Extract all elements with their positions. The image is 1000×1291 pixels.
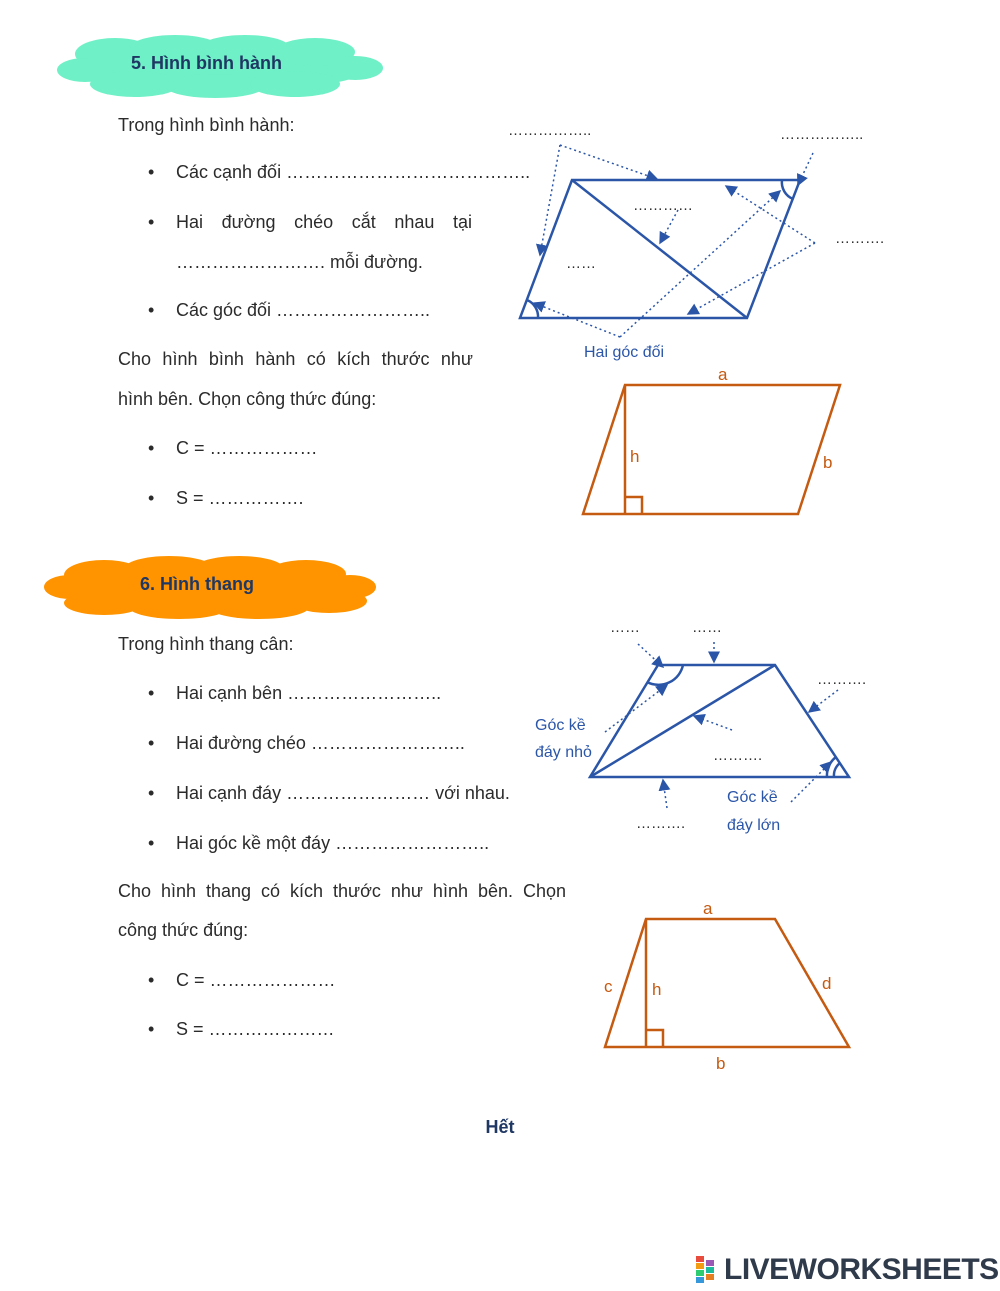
trapezoid-dim-shape bbox=[605, 919, 849, 1047]
section6-bullet-bases bbox=[148, 783, 510, 804]
bullet-dot: • bbox=[148, 733, 155, 753]
bullet-dot: • bbox=[148, 488, 155, 508]
parallelogram-dimensions-diagram bbox=[575, 360, 855, 525]
bullet-dot: • bbox=[148, 300, 155, 320]
small-angle-label-line1: Góc kề bbox=[535, 717, 586, 734]
trapezoid-right-angle-mark bbox=[646, 1030, 663, 1047]
bullet-text: Hai góc kề một đáy …………………….. bbox=[176, 833, 490, 853]
angle-arc-right bbox=[782, 180, 793, 199]
diagram1-top-left-blank: …………….. bbox=[508, 122, 592, 139]
bullet-dot: • bbox=[148, 783, 155, 803]
bullet-dot: • bbox=[148, 970, 155, 990]
liveworksheets-logo[interactable] bbox=[696, 1253, 999, 1286]
section5-bullet-diagonals bbox=[148, 212, 472, 233]
parallelogram-properties-diagram bbox=[500, 115, 910, 370]
trap-label-d: d bbox=[822, 974, 832, 993]
diagram3-bottom-blank: ………. bbox=[636, 815, 686, 832]
section5-question-line1: Cho hình bình hành có kích thước như bbox=[118, 349, 473, 369]
liveworksheets-logo-icon bbox=[696, 1256, 722, 1284]
liveworksheets-logo-text: LIVEWORKSHEETS bbox=[724, 1253, 999, 1286]
section5-title: 5. Hình bình hành bbox=[131, 53, 282, 73]
bullet-text: Hai cạnh bên …………………….. bbox=[176, 683, 442, 703]
large-angle-label-line2: đáy lớn bbox=[727, 817, 781, 834]
bullet-text: Hai đường chéo …………………….. bbox=[176, 733, 465, 753]
section6-intro: Trong hình thang cân: bbox=[118, 634, 294, 654]
diagram3-right-blank: ………. bbox=[817, 671, 867, 688]
diagram3-top-blank-1: …… bbox=[610, 619, 640, 636]
diagram1-right-blank: ………. bbox=[835, 230, 885, 247]
trapezoid-dimensions-diagram bbox=[590, 893, 865, 1078]
bullet-text: Hai đường chéo cắt nhau tại bbox=[176, 212, 472, 232]
small-angle-label-line2: đáy nhỏ bbox=[535, 744, 592, 761]
bullet-dot: • bbox=[148, 212, 155, 232]
bullet-text: Các cạnh đối ………………………………….. bbox=[176, 162, 531, 182]
bullet-text: S = ……………. bbox=[176, 488, 304, 508]
bullet-text: C = ……………… bbox=[176, 438, 318, 458]
section5-bullet-opposite-angles bbox=[148, 300, 431, 321]
section6-area-blank bbox=[148, 1019, 335, 1040]
parallelogram-dim-shape bbox=[583, 385, 840, 514]
section6-bullet-legs bbox=[148, 683, 442, 704]
section5-bullet-opposite-sides bbox=[148, 162, 531, 183]
trap-label-a: a bbox=[703, 899, 713, 918]
trap-label-h: h bbox=[652, 980, 662, 999]
bullet-dot: • bbox=[148, 162, 155, 182]
section5-perimeter-blank bbox=[148, 438, 318, 459]
section6-bullet-base-angles bbox=[148, 833, 490, 854]
section6-question-line1: Cho hình thang có kích thước như hình bên. Chọn bbox=[118, 881, 566, 901]
bullet-dot: • bbox=[148, 1019, 155, 1039]
section6-perimeter-blank bbox=[148, 970, 336, 991]
diagram3-center-blank: ………. bbox=[713, 747, 763, 764]
large-base-angle-arc-1 bbox=[834, 763, 840, 777]
bullet-text: Các góc đối …………………….. bbox=[176, 300, 431, 320]
diagram1-caption: Hai góc đối bbox=[584, 344, 665, 361]
section6-bullet-diagonals bbox=[148, 733, 465, 754]
bullet-text: C = ………………… bbox=[176, 970, 336, 990]
end-text: Hết bbox=[485, 1117, 515, 1137]
bullet-text: Hai cạnh đáy …………………… với nhau. bbox=[176, 783, 510, 803]
label-a: a bbox=[718, 365, 728, 384]
label-h: h bbox=[630, 447, 640, 466]
label-b: b bbox=[823, 453, 833, 472]
trap-label-b: b bbox=[716, 1054, 726, 1073]
large-angle-label-line1: Góc kề bbox=[727, 789, 778, 806]
right-angle-mark bbox=[625, 497, 642, 514]
section5-question-line2: hình bên. Chọn công thức đúng: bbox=[118, 389, 377, 409]
angle-arc-left bbox=[527, 300, 538, 318]
bullet-text: S = ………………… bbox=[176, 1019, 335, 1039]
section6-title: 6. Hình thang bbox=[140, 574, 254, 594]
trapezoid-properties-diagram bbox=[525, 612, 895, 844]
diagram1-center-blank: ………… bbox=[633, 197, 693, 214]
section5-bullet-diagonals-cont: ……………………. mỗi đường. bbox=[176, 252, 423, 272]
section6-question-line2: công thức đúng: bbox=[118, 920, 249, 940]
bullet-dot: • bbox=[148, 833, 155, 853]
bullet-dot: • bbox=[148, 438, 155, 458]
bullet-dot: • bbox=[148, 683, 155, 703]
section5-area-blank bbox=[148, 488, 304, 509]
diagram3-top-blank-2: …… bbox=[692, 619, 722, 636]
trap-label-c: c bbox=[604, 977, 613, 996]
section5-intro: Trong hình bình hành: bbox=[118, 115, 295, 135]
diagram1-top-right-blank: …………….. bbox=[780, 126, 864, 143]
diagram1-left-blank: …… bbox=[566, 255, 596, 272]
